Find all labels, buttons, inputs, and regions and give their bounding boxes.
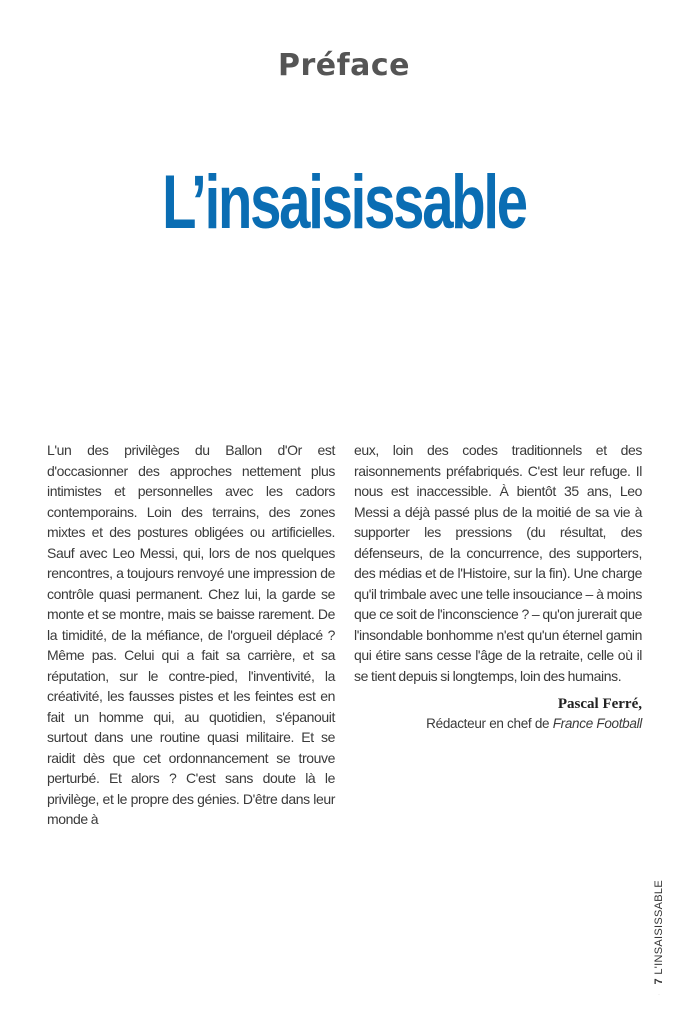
signature: [354, 694, 642, 734]
author-role-prefix: Rédacteur en chef de: [426, 716, 553, 731]
right-column-text: eux, loin des codes traditionnels et des raisonnements préfabriqués. C'est leur refuge. Il nous est inaccessible. À bientôt 35 ans, Leo Messi a déjà passé plus de la moitié de sa vie à supporter les pressions (du résultat, des défenseurs, de la concurrence, des supporters, des médias et de l'Histoire, sur la fin). Une charge qu'il trimbale avec une telle insouciance – à moins que ce soit de l'inconscience ? – qu'on jurerait que l'insondable bonhomme n'est qu'un éternel gamin qui étire sans cesse l'âge de la retraite, celle où il se tient depuis si longtemps, loin des humains.: [354, 442, 642, 684]
soccer-ball-icon: [652, 994, 666, 995]
right-column: [354, 440, 642, 830]
chapter-title: L’insaisissable: [162, 160, 526, 245]
body-columns: [47, 440, 642, 830]
left-column-text: L'un des privilèges du Ballon d'Or est d'occasionner des approches nettement plus intimistes et personnelles avec les cadors contemporains. Loin des terrains, des zones mixtes et des postures obligées ou artificielles. Sauf avec Leo Messi, qui, lors de nos quelques rencontres, a toujours renvoyé une impression de contrôle quasi permanent. Chez lui, la garde se monte et se montre, mais se baisse rarement. De la timidité, de la méfiance, de l'orgueil déplacé ? Même pas. Celui qui a fait sa carrière, et sa réputation, sur le contre-pied, l'inventivité, la créativité, les fausses pistes et les feintes est en fait un homme qui, au quotidien, s'épanouit surtout dans une routine quasi militaire. Et se raidit dès que cet ordonnancement se trouve perturbé. Et alors ? C'est sans doute là le privilège, et le propre des génies. D'être dans leur monde à: [47, 442, 335, 827]
author-role: [354, 714, 642, 734]
left-column: [47, 440, 335, 830]
page-folio: [644, 880, 674, 995]
running-header: [653, 880, 665, 990]
author-name: Pascal Ferré,: [557, 696, 642, 712]
page-number: 7: [653, 978, 665, 985]
section-label: Préface: [277, 48, 411, 83]
running-title: L'INSAISISSABLE: [653, 880, 665, 975]
publication-name: France Football: [552, 716, 642, 731]
